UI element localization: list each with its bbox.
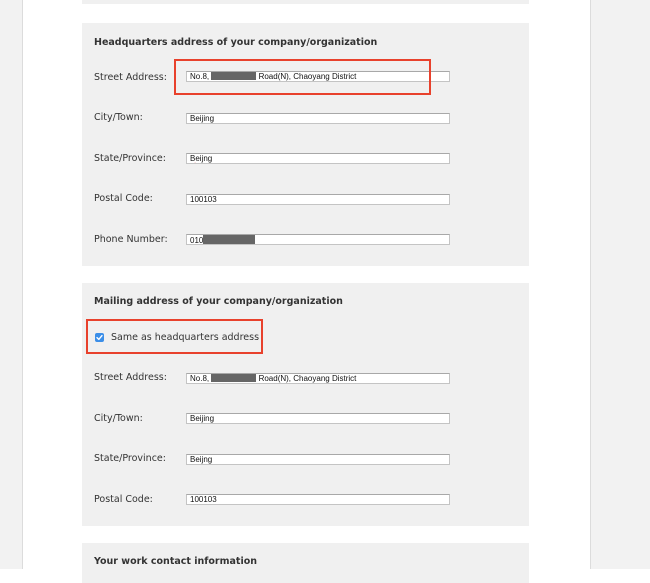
hq-phone-value-start: 010 [190,236,204,245]
hq-city-value: Beijing [190,114,215,123]
hq-street-value-end: Road(N), Chaoyang District [256,72,357,81]
street-highlight-box [174,59,431,95]
hq-postal-label: Postal Code: [94,193,153,204]
right-scroll-area [590,0,650,569]
mail-street-value-start: No.8, [190,374,212,383]
mail-street-value-end: Road(N), Chaoyang District [256,374,357,383]
hq-postal-value: 100103 [190,195,217,204]
left-margin [0,0,23,569]
redacted-block [211,374,256,382]
mail-street-label: Street Address: [94,372,167,383]
mail-state-input[interactable] [186,454,450,465]
hq-state-input[interactable] [186,153,450,164]
mail-city-input[interactable] [186,413,450,424]
mail-city-label: City/Town: [94,413,143,424]
mail-postal-label: Postal Code: [94,494,153,505]
hq-postal-input[interactable] [186,194,450,205]
previous-section [82,0,529,4]
mail-state-value: Beijng [190,455,213,464]
hq-state-value: Beijng [190,154,213,163]
mail-postal-value: 100103 [190,495,217,504]
mail-postal-input[interactable] [186,494,450,505]
redacted-block [203,235,255,245]
hq-street-label: Street Address: [94,72,167,83]
hq-state-label: State/Province: [94,153,166,164]
hq-city-label: City/Town: [94,112,143,123]
headquarters-title: Headquarters address of your company/organization [94,37,378,48]
checkbox-highlight-box [86,319,263,354]
hq-street-value-start: No.8, [190,72,212,81]
mailing-title: Mailing address of your company/organization [94,296,343,307]
hq-phone-label: Phone Number: [94,234,168,245]
hq-city-input[interactable] [186,113,450,124]
same-as-hq-label[interactable]: Same as headquarters address [111,332,260,343]
work-contact-section [82,543,529,583]
mail-street-input[interactable] [186,373,450,384]
mail-state-label: State/Province: [94,453,166,464]
hq-phone-input[interactable] [186,234,450,245]
mail-city-value: Beijing [190,414,215,423]
work-contact-title: Your work contact information [94,556,258,567]
